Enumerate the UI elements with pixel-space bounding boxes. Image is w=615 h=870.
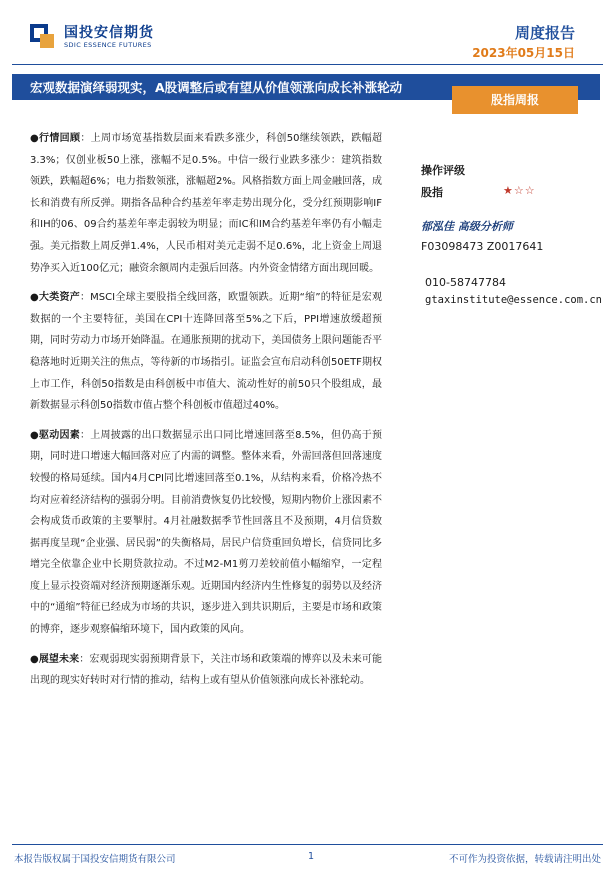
footer-divider [12, 844, 603, 845]
logo-icon [30, 24, 56, 50]
footer-copyright: 本报告版权属于国投安信期货有限公司 [14, 854, 176, 865]
report-date: 2023年05月15日 [472, 46, 575, 60]
analyst-cert: F03098473 Z0017641 [421, 240, 544, 253]
company-logo [30, 24, 154, 50]
category-tag: 股指周报 [452, 86, 578, 114]
section-body: ：上周披露的出口数据显示出口同比增速回落至8.5%，但仍高于预期，同时进口增速大幅回落对应了内需的调整。整体来看，外需回落但回落速度较慢的格局延续。国内4月CPI同比增速回落至0.1%，从结构来看，价格冷热不均对应着经济结构的强弱分明。目前消费恢复仍比较慢，短期内物价上涨因素不会构成货币政策的主要掣肘。4月社融数据季节性回落且不及预期，4月信贷数据再度呈现“企业强、居民弱”的失衡格局，居民户信贷重回负增长，信贷同比多增完全依靠企业中长期贷款拉动。不过M2-M1剪刀差较前值小幅缩窄，一定程度上显示投资端对经济预期逐渐乐观。近期国内经济内生性修复的弱势以及经济中的“通缩”特征已经成为市场的共识，逐步进入到共识期后，主要是市场和政策的博弈，逐步观察偏缩环境下，国内政策的风向。 [30, 429, 383, 636]
section-drivers: ●驱动因素：上周披露的出口数据显示出口同比增速回落至8.5%，但仍高于预期，同时进口增速大幅回落对应了内需的调整。整体来看，外需回落但回落速度较慢的格局延续。国内4月CPI同比增速回落至0.1%，从结构来看，价格冷热不均对应着经济结构的强弱分明。目前消费恢复仍比较慢，短期内物价上涨因素不会构成货币政策的主要掣肘。4月社融数据季节性回落且不及预期，4月信贷数据再度呈现“企业强、居民弱”的失衡格局，居民户信贷重回负增长，信贷同比多增完全依靠企业中长期贷款拉动。不过M2-M1剪刀差较前值小幅缩窄，一定程度上显示投资端对经济预期逐渐乐观。近期国内经济内生性修复的弱势以及经济中的“通缩”特征已经成为市场的共识，逐步进入到共识期后，主要是市场和政策的博弈，逐步观察偏缩环境下，国内政策的风向。 [30, 429, 383, 636]
rating-row [421, 184, 536, 200]
section-body: ：MSCI全球主要股指全线回落，欧盟领跌。近期“缩”的特征是宏观数据的一个主要特征，美国在CPI十连降回落至5%之下后，PPI增速放缓超预期，同时劳动力市场开始降温。在通胀预期的扰动下，美国债务上限问题能否平稳落地时近期关注的焦点，等待新的市场指引。证监会宣布启动科创50ETF期权上市工作，科创50指数是由科创板中市值大、流动性好的前50只个股组成，最新数据显示科创50指数市值占整个科创板市值超过40%。 [30, 292, 382, 412]
report-title: 宏观数据演绎弱现实，A股调整后或有望从价值领涨向成长补涨轮动 [30, 80, 403, 95]
section-market-review: ●行情回顾：上周市场宽基指数层面来看跌多涨少，科创50继续领跌，跌幅超3.3%；仅创业板50上涨，涨幅不足0.5%。中信一级行业跌多涨少：建筑指数领跌，跌幅超6%；电力指数领涨，涨幅超2%。风格指数方面上周金融回落，成长和消费有所反弹。期指各品种合约基差年率走势出现分化，受分红预期影响IF和IH的06、09合约基差年率走弱较为明显；而IC和IM合约基差年率仍有小幅走强。美元指数上周反弹1.4%，人民币相对美元走弱不足0.6%，北上资金上周退势净买入近100亿元；融资余额周内走强后回落。内外资金情绪方面出现回暖。 [30, 133, 382, 274]
contact-email[interactable]: gtaxinstitute@essence.com.cn [425, 294, 603, 306]
index-label: 股指 [421, 186, 443, 199]
section-heading: 展望未来 [38, 653, 80, 665]
rating-label: 操作评级 [421, 164, 465, 177]
analyst-name: 郁泓佳 高级分析师 [421, 220, 513, 233]
header-divider [12, 64, 603, 65]
section-heading: 驱动因素 [38, 429, 80, 441]
section-heading: 行情回顾 [39, 133, 81, 144]
contact-phone: 010-58747784 [425, 276, 506, 289]
section-body: ：宏观弱现实弱预期背景下，关注市场和政策端的博弈以及未来可能出现的现实好转时对行情的推动，结构上或有望从价值领涨向成长补涨轮动。 [30, 653, 383, 687]
rating-stars-icon: ★☆☆ [503, 184, 536, 197]
section-asset-classes: ●大类资产：MSCI全球主要股指全线回落，欧盟领跌。近期“缩”的特征是宏观数据的一个主要特征，美国在CPI十连降回落至5%之下后，PPI增速放缓超预期，同时劳动力市场开始降温。在通胀预期的扰动下，美国债务上限问题能否平稳落地时近期关注的焦点，等待新的市场指引。证监会宣布启动科创50ETF期权上市工作，科创50指数是由科创板中市值大、流动性好的前50只个股组成，最新数据显示科创50指数市值占整个科创板市值超过40%。 [30, 292, 382, 412]
page-number: 1 [308, 851, 315, 862]
report-type: 周度报告 [514, 24, 575, 42]
logo-name-en: SDIC ESSENCE FUTURES [64, 40, 152, 49]
logo-name-cn: 国投安信期货 [64, 24, 154, 41]
main-content [30, 128, 382, 700]
section-heading: 大类资产 [38, 292, 80, 304]
section-body: ：上周市场宽基指数层面来看跌多涨少，科创50继续领跌，跌幅超3.3%；仅创业板50上涨，涨幅不足0.5%。中信一级行业跌多涨少：建筑指数领跌，跌幅超6%；电力指数领涨，涨幅超2%。风格指数方面上周金融回落，成长和消费有所反弹。期指各品种合约基差年率走势出现分化，受分红预期影响IF和IH的06、09合约基差年率走弱较为明显；而IC和IM合约基差年率仍有小幅走强。美元指数上周反弹1.4%，人民币相对美元走弱不足0.6%，北上资金上周退势净买入近100亿元；融资余额周内走强后回落。内外资金情绪方面出现回暖。 [30, 133, 382, 274]
footer-disclaimer: 不可作为投资依据，转载请注明出处 [448, 854, 601, 865]
section-outlook: ●展望未来：宏观弱现实弱预期背景下，关注市场和政策端的博弈以及未来可能出现的现实好转时对行情的推动，结构上或有望从价值领涨向成长补涨轮动。 [30, 653, 383, 687]
